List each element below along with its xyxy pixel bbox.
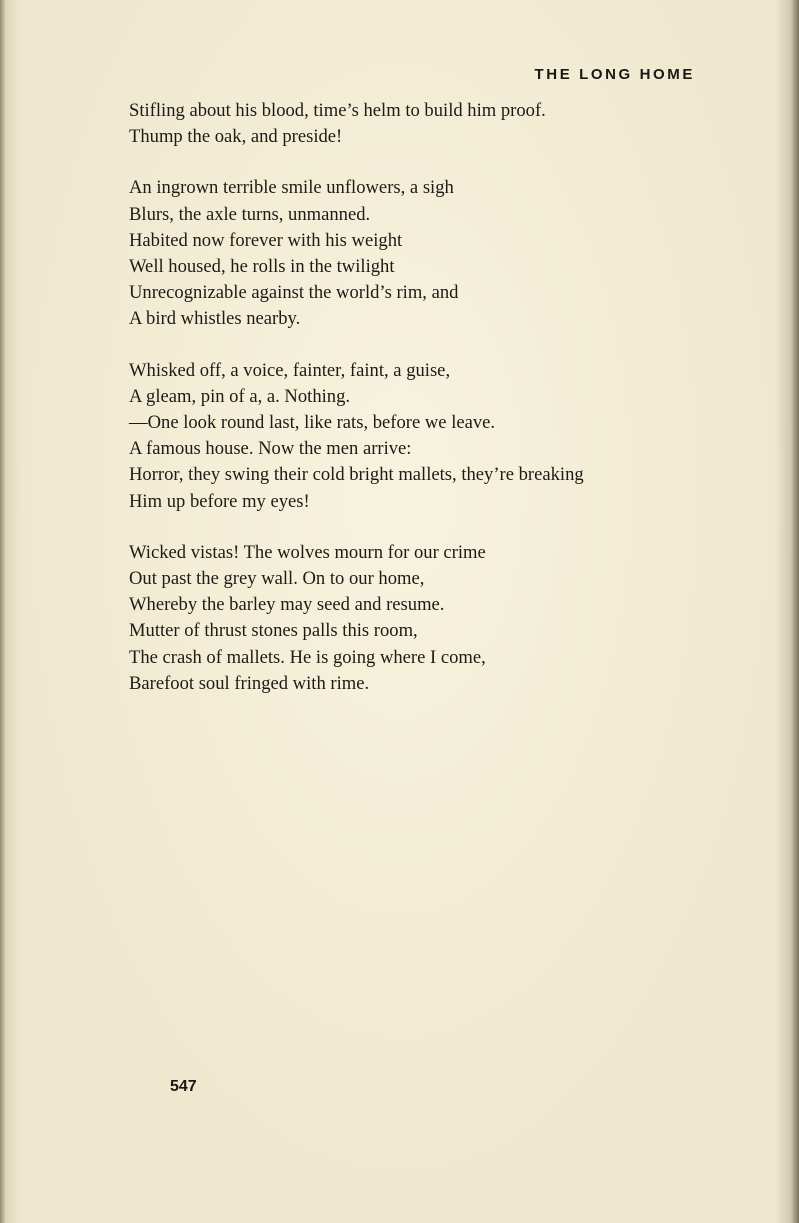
stanza-4 <box>129 540 729 697</box>
stanza-1 <box>129 98 729 150</box>
poem-line: Thump the oak, and preside! <box>129 126 343 148</box>
stanza-2 <box>129 175 729 332</box>
poem-line: Well housed, he rolls in the twilight <box>129 256 395 278</box>
poem-line: Him up before my eyes! <box>129 490 310 512</box>
poem-line: An ingrown terrible smile unflowers, a sigh <box>129 177 454 199</box>
page-edge-right <box>791 0 799 1223</box>
poem-line: Mutter of thrust stones palls this room, <box>129 620 418 642</box>
poem-body <box>129 98 729 722</box>
poem-line: A famous house. Now the men arrive: <box>129 438 412 460</box>
poem-line: —One look round last, like rats, before we leave. <box>129 412 496 434</box>
poem-line: Unrecognizable against the world’s rim, and <box>129 282 459 304</box>
poem-line: Out past the grey wall. On to our home, <box>129 568 425 590</box>
poem-line: Habited now forever with his weight <box>129 229 403 251</box>
poem-line: A gleam, pin of a, a. Nothing. <box>129 385 351 407</box>
poem-line: Wicked vistas! The wolves mourn for our crime <box>129 541 486 563</box>
poem-line: Barefoot soul fringed with rime. <box>129 672 370 694</box>
poem-line: Stifling about his blood, time’s helm to build him proof. <box>129 100 546 121</box>
page-number: 547 <box>170 1078 197 1095</box>
poem-line: Blurs, the axle turns, unmanned. <box>129 203 371 225</box>
page-edge-left <box>0 0 6 1223</box>
running-head: THE LONG HOME <box>534 66 695 83</box>
poem-line: The crash of mallets. He is going where I come, <box>129 646 486 668</box>
poem-line: Horror, they swing their cold bright mallets, they’re breaking <box>129 464 584 486</box>
poem-line: Whisked off, a voice, fainter, faint, a guise, <box>129 359 451 381</box>
poem-line: Whereby the barley may seed and resume. <box>129 594 445 616</box>
stanza-3 <box>129 358 729 515</box>
poem-line: A bird whistles nearby. <box>129 308 301 330</box>
